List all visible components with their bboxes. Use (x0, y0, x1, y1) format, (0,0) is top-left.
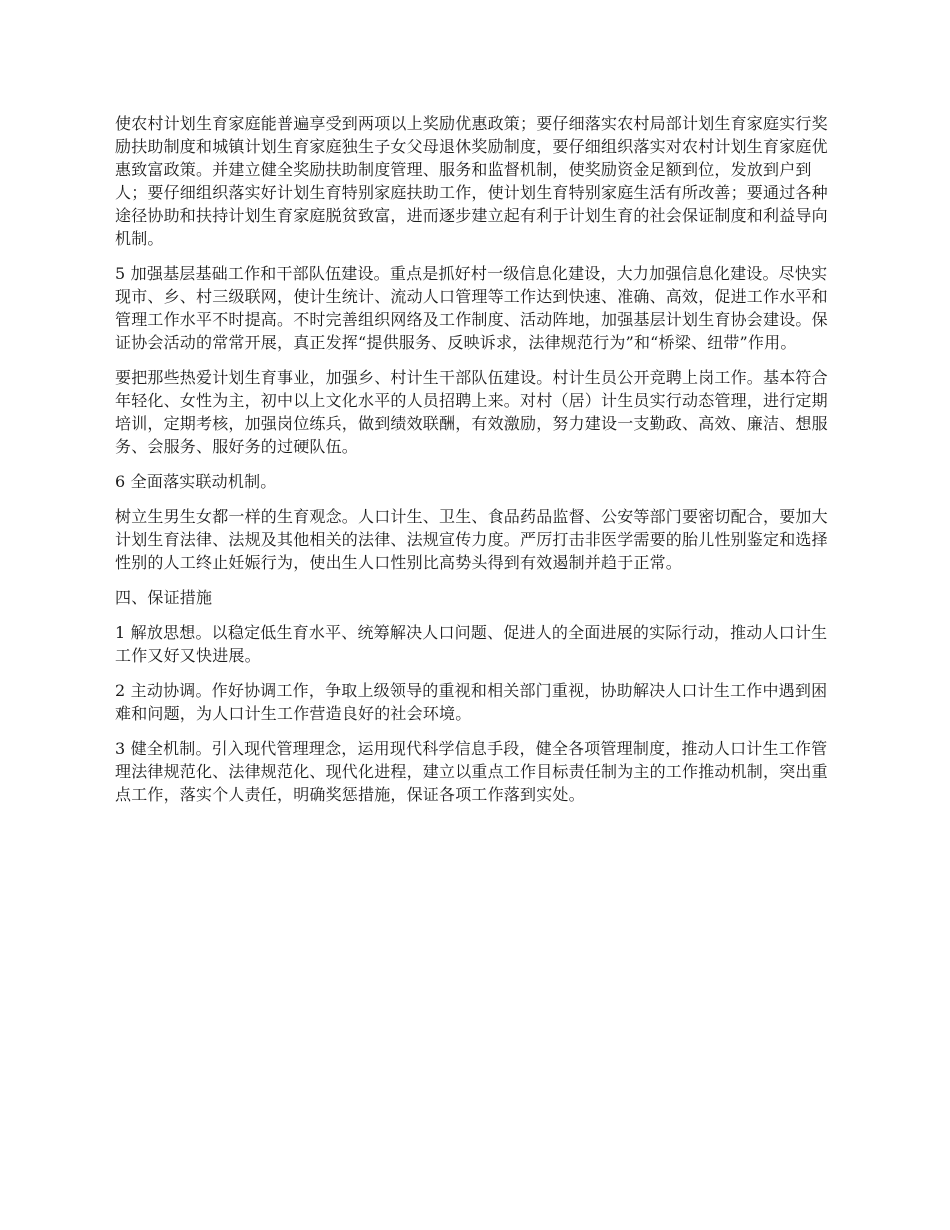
paragraph-staff-building: 要把那些热爱计划生育事业，加强乡、村计生干部队伍建设。村计生员公开竞聘上岗工作。基本符合年轻化、女性为主，初中以上文化水平的人员招聘上来。对村（居）计生员实行动态管理，进行定期培训，定期考核，加强岗位练兵，做到绩效联酬，有效激励，努力建设一支勤政、高效、廉洁、想服务、会服务、服好务的过硬队伍。 (115, 368, 828, 456)
paragraph-measure-1: 1 解放思想。以稳定低生育水平、统筹解决人口问题、促进人的全面进展的实际行动，推动人口计生工作又好又快进展。 (115, 623, 828, 665)
paragraph-item-6-heading: 6 全面落实联动机制。 (115, 472, 277, 491)
paragraph-gender-ratio: 树立生男生女都一样的生育观念。人口计生、卫生、食品药品监督、公安等部门要密切配合，要加大计划生育法律、法规及其他相关的法律、法规宣传力度。严厉打击非医学需要的胎儿性别鉴定和选择性别的人工终止妊娠行为，使出生人口性别比高势头得到有效遏制并趋于正常。 (115, 507, 828, 572)
section-heading-guarantee-measures: 四、保证措施 (115, 588, 213, 607)
paragraph-incentive-policy: 使农村计划生育家庭能普遍享受到两项以上奖励优惠政策；要仔细落实农村局部计划生育家庭实行奖励扶助制度和城镇计划生育家庭独生子女父母退休奖励制度，要仔细组织落实对农村计划生育家庭优惠致富政策。并建立健全奖励扶助制度管理、服务和监督机制，使奖励资金足额到位，发放到户到人；要仔细组织落实好计划生育特别家庭扶助工作，使计划生育特别家庭生活有所改善；要通过各种途径协助和扶持计划生育家庭脱贫致富，进而逐步建立起有利于计划生育的社会保证制度和利益导向机制。 (115, 114, 828, 248)
paragraph-item-5-grassroots: 5 加强基层基础工作和干部队伍建设。重点是抓好村一级信息化建设，大力加强信息化建设。尽快实现市、乡、村三级联网，使计生统计、流动人口管理等工作达到快速、准确、高效，促进工作水平和管理工作水平不时提高。不时完善组织网络及工作制度、活动阵地，加强基层计划生育协会建设。保证协会活动的常常开展，真正发挥“提供服务、反映诉求，法律规范行为”和“桥梁、纽带”作用。 (115, 264, 828, 352)
document-page (115, 112, 841, 818)
paragraph-measure-3: 3 健全机制。引入现代管理理念，运用现代科学信息手段，健全各项管理制度，推动人口计生工作管理法律规范化、法律规范化、现代化进程，建立以重点工作目标责任制为主的工作推动机制，突出重点工作，落实个人责任，明确奖惩措施，保证各项工作落到实处。 (115, 739, 828, 804)
paragraph-measure-2: 2 主动协调。作好协调工作，争取上级领导的重视和相关部门重视，协助解决人口计生工作中遇到困难和问题，为人口计生工作营造良好的社会环境。 (115, 681, 828, 723)
